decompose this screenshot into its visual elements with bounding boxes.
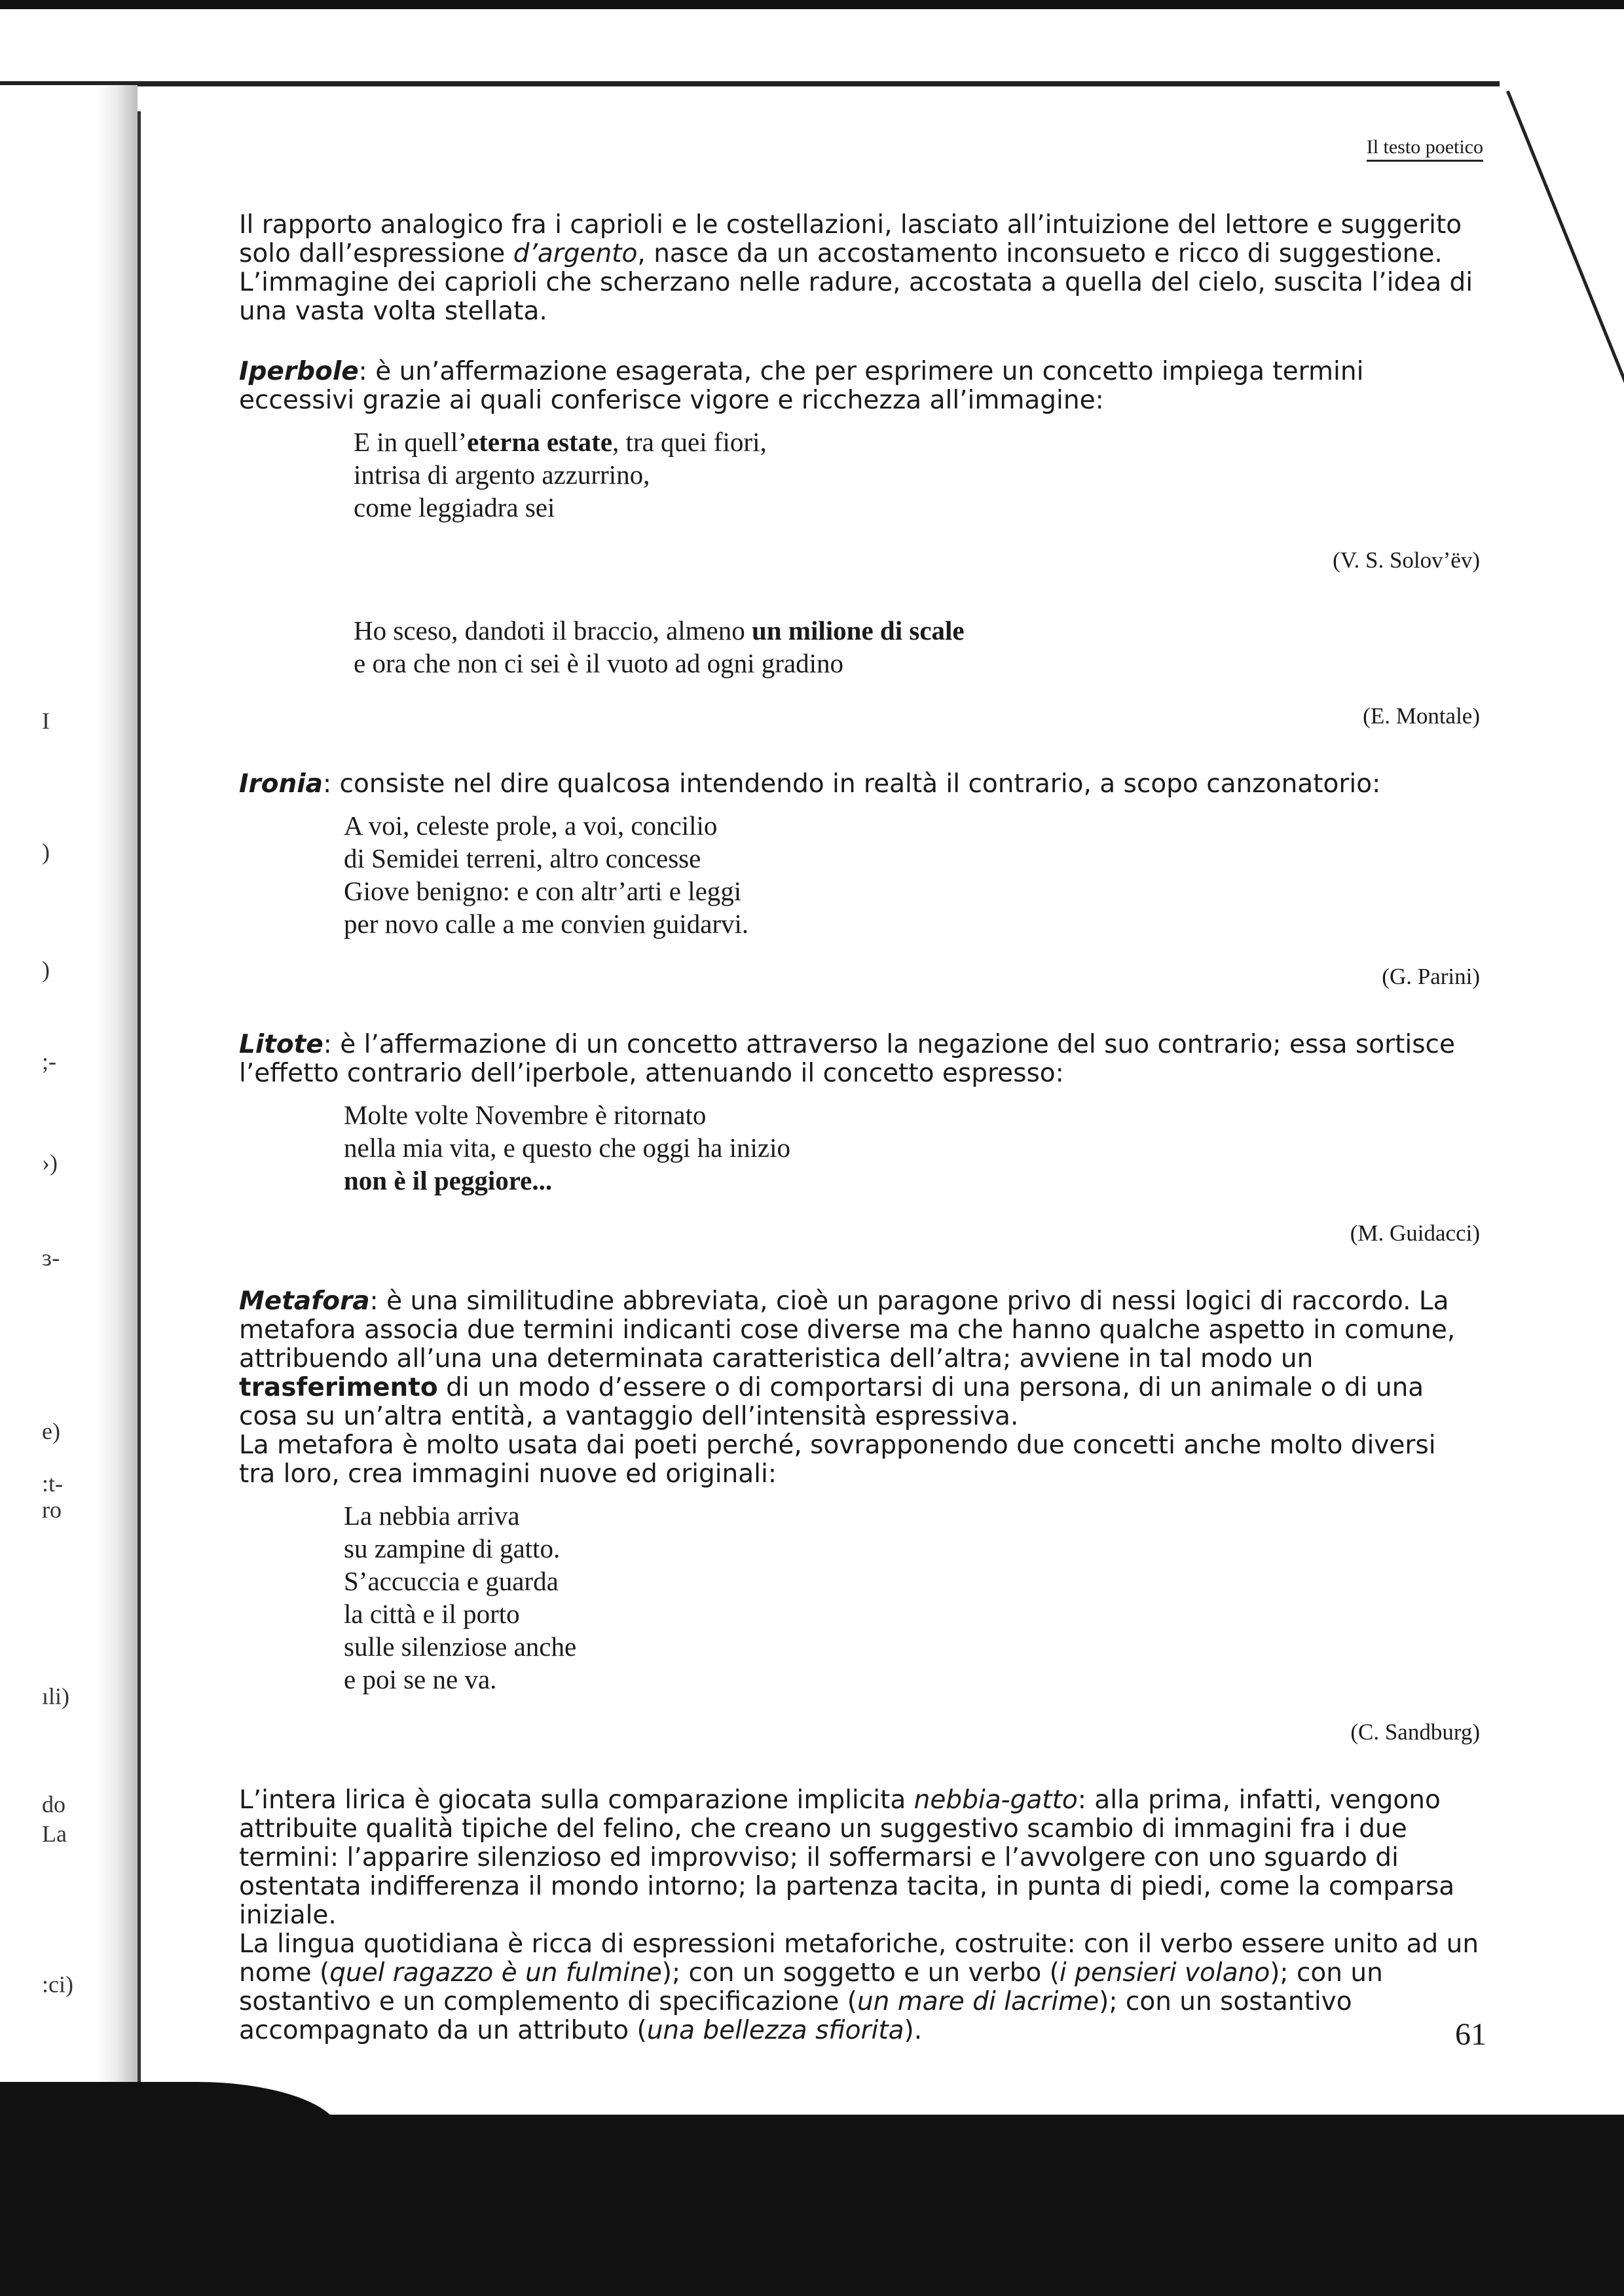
iperbole-text: : è un’affermazione esagerata, che per esprimere un concetto impiega termini eccessivi grazie ai quali conferisce vigore e ricchezza all’immagine: <box>239 357 1364 415</box>
term-iperbole: Iperbole <box>239 357 359 386</box>
poem-line: e ora che non ci sei è il vuoto ad ogni gradino <box>354 648 844 678</box>
scan-gutter-line <box>138 111 141 2088</box>
running-header: Il testo poetico <box>1367 136 1483 162</box>
facing-page-fragment: I <box>42 708 50 734</box>
poem-line: su zampine di gatto. <box>344 1533 561 1563</box>
poem-line: A voi, celeste prole, a voi, concilio <box>344 811 718 841</box>
poem-line: Giove benigno: e con altr’arti e leggi <box>344 876 742 906</box>
facing-page-fragment: ) <box>42 839 50 865</box>
poem-line: non è il peggiore... <box>344 1165 553 1195</box>
intro-text-end: , nasce da un accostamento inconsueto e ricco di suggestione. L’immagine dei caprioli che scherzano nelle radure, accostata a quella del cielo, suscita l’idea di una vasta volta stellata. <box>239 239 1473 326</box>
poem-line: la città e il porto <box>344 1599 520 1629</box>
poem-line: nella mia vita, e questo che oggi ha inizio <box>344 1133 790 1163</box>
litote-poem <box>239 1099 1480 1197</box>
facing-page-fragment: do <box>42 1791 65 1817</box>
author-credit: (M. Guidacci) <box>1350 1220 1480 1246</box>
scan-top-edge <box>0 0 1624 9</box>
facing-page-fragment: ;- <box>42 1048 56 1074</box>
highlight: eterna estate <box>467 427 613 457</box>
intro-italic: d’argento <box>513 239 638 268</box>
poem-line: La nebbia arriva <box>344 1501 520 1531</box>
litote-definition <box>239 1030 1480 1088</box>
term-ironia: Ironia <box>239 769 323 799</box>
poem-line: per novo calle a me convien guidarvi. <box>344 909 749 939</box>
page-number: 61 <box>1455 2017 1486 2052</box>
author-credit: (E. Montale) <box>1363 703 1480 729</box>
closing-paragraph-2: La lingua quotidiana è ricca di espressioni metaforiche, costruite: con il verbo essere unito ad un nome (quel ragazzo è un fulmine); con un soggetto e un verbo (i pensieri volano); con un sostantivo e un complemento di specificazione (un mare di lacrime); con un sostantivo accompagnato da un attributo (una bellezza sfiorita). <box>239 1929 1479 2045</box>
scan-bottom-band <box>0 2115 1624 2296</box>
poem-line: E in quell’eterna estate, tra quei fiori, <box>354 427 767 457</box>
poem-line: sulle silenziose anche <box>344 1631 577 1662</box>
metafora-poem <box>239 1499 1480 1696</box>
facing-page-fragment: ›) <box>42 1150 58 1176</box>
scan-gutter-shadow <box>0 85 138 2147</box>
poem-line: intrisa di argento azzurrino, <box>354 460 650 490</box>
term-litote: Litote <box>239 1030 323 1059</box>
facing-page-fragment: ro <box>42 1497 62 1523</box>
term-metafora: Metafora <box>239 1286 370 1316</box>
facing-page-fragment: ) <box>42 957 50 983</box>
facing-page-fragment: ɜ- <box>42 1245 60 1271</box>
author-credit: (C. Sandburg) <box>1350 1719 1480 1745</box>
iperbole-poem-2 <box>239 614 1480 680</box>
facing-page-fragment: ıli) <box>42 1683 69 1709</box>
poem-line: Molte volte Novembre è ritornato <box>344 1100 707 1130</box>
facing-page-fragment: e) <box>42 1418 60 1444</box>
closing-paragraph-1: L’intera lirica è giocata sulla comparazione implicita nebbia-gatto: alla prima, infatti, vengono attribuite qualità tipiche del felino, che creano un suggestivo scambio di immagini fra i due termini: l’apparire silenzioso ed improvviso; il soffermarsi e l’avvolgere con uno sguardo di ostentata indifferenza il mondo intorno; la partenza tacita, in punta di piedi, come la comparsa iniziale. <box>239 1785 1455 1930</box>
facing-page-fragment: :t- <box>42 1470 63 1497</box>
facing-page-fragment: :ci) <box>42 1971 73 1997</box>
poem-line: come leggiadra sei <box>354 492 555 522</box>
poem-line: Ho sceso, dandoti il braccio, almeno un milione di scale <box>354 615 965 646</box>
scan-page-edge-line <box>0 81 1500 86</box>
poem-line: e poi se ne va. <box>344 1664 497 1694</box>
highlight: un milione di scale <box>752 615 965 646</box>
page-body <box>239 211 1480 2045</box>
metafora-paragraph-2: La metafora è molto usata dai poeti perché, sovrapponendo due concetti anche molto diversi tra loro, crea immagini nuove ed originali: <box>239 1430 1436 1489</box>
intro-paragraph <box>239 211 1480 326</box>
scan-page-corner-line <box>1506 90 1624 480</box>
poem-line: di Semidei terreni, altro concesse <box>344 843 701 873</box>
metafora-definition: Metafora: è una similitudine abbreviata, cioè un paragone privo di nessi logici di raccordo. La metafora associa due termini indicanti cose diverse ma che hanno qualche aspetto in comune, attribuendo all’una una determinata caratteristica dell’altra; avviene in tal modo un trasferimento di un modo d’essere o di comportarsi di una persona, di un animale o di una cosa su un’altra entità, a vantaggio dell’intensità espressiva. <box>239 1286 1456 1431</box>
iperbole-poem-1 <box>239 426 1480 524</box>
intro-text: Il rapporto analogico fra i caprioli e le costellazioni, lasciato all’intuizione del lettore e suggerito solo dall’espressione <box>239 210 1462 268</box>
highlight: trasferimento <box>239 1373 438 1402</box>
ironia-definition <box>239 770 1480 799</box>
facing-page-fragment: La <box>42 1821 67 1847</box>
poem-line: S’accuccia e guarda <box>344 1566 559 1596</box>
litote-text: : è l’affermazione di un concetto attraverso la negazione del suo contrario; essa sortisce l’effetto contrario dell’iperbole, attenuando il concetto espresso: <box>239 1030 1455 1088</box>
iperbole-definition <box>239 357 1480 415</box>
ironia-poem <box>239 809 1480 940</box>
author-credit: (G. Parini) <box>1382 964 1480 989</box>
author-credit: (V. S. Solov’ëv) <box>1333 547 1480 573</box>
ironia-text: : consiste nel dire qualcosa intendendo in realtà il contrario, a scopo canzonatorio: <box>323 769 1381 799</box>
